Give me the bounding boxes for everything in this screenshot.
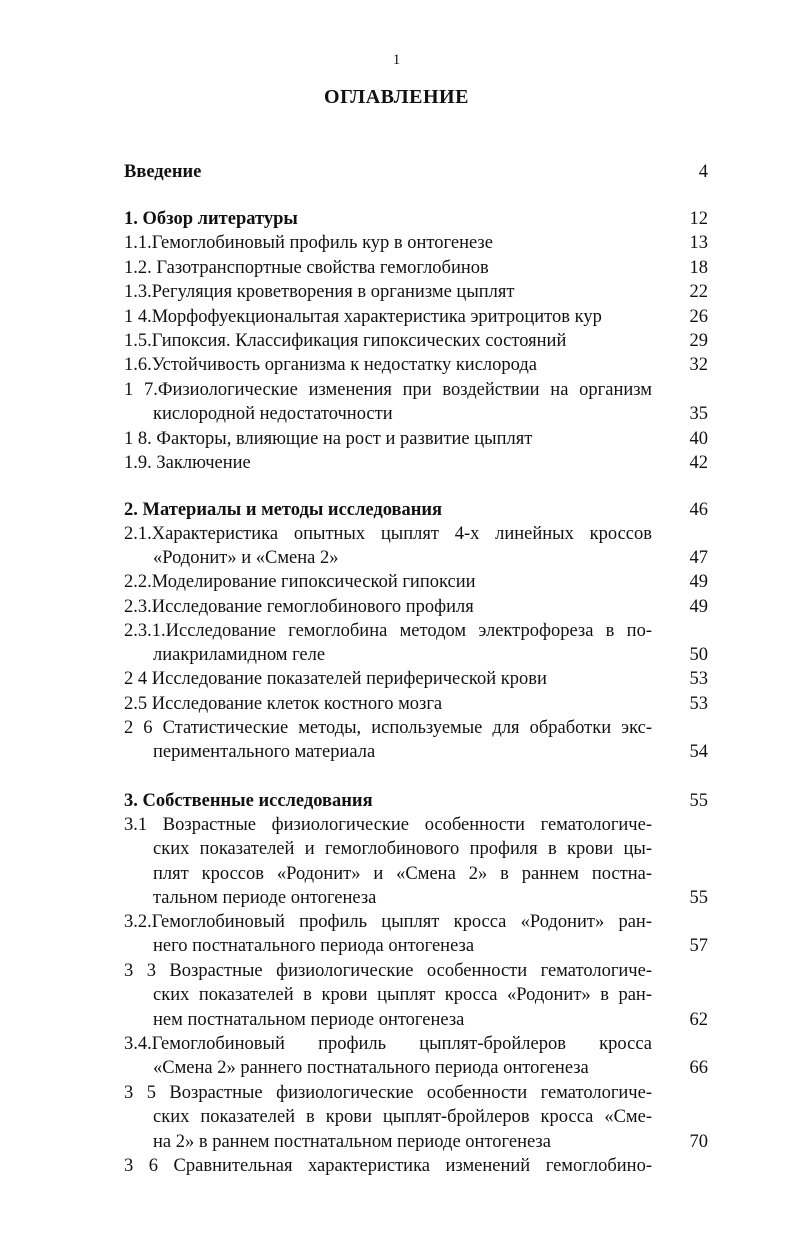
- toc-entry-line: Введение: [124, 162, 202, 182]
- toc-page-number: 4: [698, 162, 708, 182]
- toc-entry-line: 2.3.Исследование гемоглобинового профиля: [124, 597, 474, 617]
- toc-page-number: 53: [689, 694, 708, 714]
- toc-entry-line: 3.2.Гемоглобиновый профиль цыплят кросса «Родонит» ран-: [124, 912, 652, 932]
- toc-entry-line: 2.3.1.Исследование гемоглобина методом электрофореза в по-: [124, 621, 652, 641]
- toc-page-number: 49: [689, 572, 708, 592]
- toc-entry-line: 2.2.Моделирование гипоксической гипоксии: [124, 572, 476, 592]
- page-title: ОГЛАВЛЕНИЕ: [324, 86, 469, 108]
- toc-entry-line: 1 4.Морфофуекционалытая характеристика эритроцитов кур: [124, 307, 602, 327]
- toc-entry-line: 2 6 Статистические методы, используемые для обработки экс-: [124, 718, 652, 738]
- toc-entry-line: 2.1.Характеристика опытных цыплят 4-х линейных кроссов: [124, 524, 652, 544]
- toc-entry-line: 1.5.Гипоксия. Классификация гипоксических состояний: [124, 331, 567, 351]
- toc-entry-line: 3 5 Возрастные физиологические особенности гематологиче-: [124, 1083, 652, 1103]
- toc-entry-line: 1 8. Факторы, влияющие на рост и развитие цыплят: [124, 429, 533, 449]
- toc-entry-line: 1 7.Физиологические изменения при воздействии на организм: [124, 380, 652, 400]
- toc-page-number: 18: [689, 258, 708, 278]
- toc-entry-line: ских показателей в крови цыплят кросса «Родонит» в ран-: [153, 985, 652, 1006]
- toc-entry-line: 1.6.Устойчивость организма к недостатку кислорода: [124, 355, 537, 375]
- toc-entry-line: ских показателей и гемоглобинового профиля в крови цы-: [153, 839, 652, 860]
- toc-entry-line: 3 6 Сравнительная характеристика изменений гемоглобино-: [124, 1156, 652, 1176]
- toc-entry-line: 2.5 Исследование клеток костного мозга: [124, 694, 443, 714]
- toc-page-number: 29: [689, 331, 708, 351]
- page-number: 1: [392, 52, 401, 68]
- toc-page-number: 47: [689, 548, 708, 569]
- toc-page-number: 22: [689, 282, 708, 302]
- toc-entry-line: «Родонит» и «Смена 2»: [153, 548, 339, 569]
- toc-entry-line: периментального материала: [153, 742, 376, 763]
- toc-entry-line: 1.3.Регуляция кроветворения в организме цыплят: [124, 282, 515, 302]
- toc-entry-line: кислородной недостаточности: [153, 404, 393, 425]
- toc-page-number: 50: [689, 645, 708, 666]
- toc-entry-line: 3.1 Возрастные физиологические особенности гематологиче-: [124, 815, 652, 835]
- toc-page-number: 32: [689, 355, 708, 375]
- toc-entry-line: ских показателей в крови цыплят-бройлеров кросса «Сме-: [153, 1107, 652, 1128]
- toc-entry-line: него постнатального периода онтогенеза: [153, 936, 475, 957]
- toc-entry-line: 3.4.Гемоглобиновый профиль цыплят-бройлеров кросса: [124, 1034, 652, 1054]
- toc-page-number: 57: [689, 936, 708, 957]
- toc-page-number: 55: [689, 888, 708, 909]
- toc-page-number: 35: [689, 404, 708, 425]
- toc-page-number: 26: [689, 307, 708, 327]
- toc-page-number: 70: [689, 1131, 708, 1152]
- toc-page-number: 55: [689, 791, 708, 811]
- toc-entry-line: 2 4 Исследование показателей периферической крови: [124, 669, 547, 689]
- toc-entry-line: 2. Материалы и методы исследования: [124, 500, 443, 520]
- toc-page-number: 13: [689, 233, 708, 253]
- toc-entry-line: нем постнатальном периоде онтогенеза: [153, 1009, 465, 1030]
- toc-page-number: 46: [689, 500, 708, 520]
- toc-page-number: 40: [689, 429, 708, 449]
- toc-entry-line: 1.2. Газотранспортные свойства гемоглобинов: [124, 258, 489, 278]
- toc-entry-line: 1. Обзор литературы: [124, 209, 298, 229]
- toc-page-number: 42: [689, 453, 708, 473]
- toc-entry-line: 1.1.Гемоглобиновый профиль кур в онтогенезе: [124, 233, 493, 253]
- toc-entry-line: 3. Собственные исследования: [124, 791, 373, 811]
- toc-page-number: 66: [689, 1058, 708, 1079]
- toc-page-number: 62: [689, 1009, 708, 1030]
- toc-page-number: 12: [689, 209, 708, 229]
- toc-entry-line: «Смена 2» раннего постнатального периода онтогенеза: [153, 1058, 589, 1079]
- toc-page-number: 53: [689, 669, 708, 689]
- toc-entry-line: на 2» в раннем постнатальном периоде онтогенеза: [153, 1131, 551, 1152]
- toc-entry-line: 3 3 Возрастные физиологические особенности гематологиче-: [124, 961, 652, 981]
- toc-entry-line: плят кроссов «Родонит» и «Смена 2» в раннем постна-: [153, 863, 652, 884]
- toc-entry-line: лиакриламидном геле: [153, 645, 326, 666]
- toc-page-number: 49: [689, 597, 708, 617]
- toc-entry-line: тальном периоде онтогенеза: [153, 888, 377, 909]
- toc-page-number: 54: [689, 742, 708, 763]
- toc-entry-line: 1.9. Заключение: [124, 453, 251, 473]
